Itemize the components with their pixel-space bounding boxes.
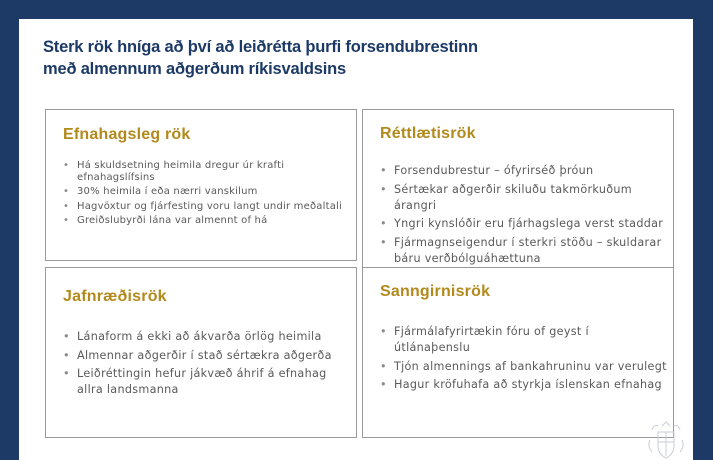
card-heading-justice: Réttlætisrök bbox=[380, 125, 476, 142]
coat-of-arms-icon bbox=[644, 420, 688, 460]
list-item: • Greiðslubyrði lána var almennt of há bbox=[63, 215, 350, 227]
card-heading-economic: Efnahagsleg rök bbox=[63, 126, 191, 143]
list-item: • 30% heimila í eða nærri vanskilum bbox=[63, 186, 350, 198]
title-line-2: með almennum aðgerðum ríkisvaldsins bbox=[43, 60, 346, 78]
list-item: • Sértækar aðgerðir skiluðu takmörkuðum árangri bbox=[380, 182, 667, 214]
title-line-1: Sterk rök hníga að því að leiðrétta þurfi forsendubrestinn bbox=[43, 38, 478, 56]
slide bbox=[19, 19, 693, 460]
list-economic bbox=[63, 160, 350, 230]
list-item: • Leiðréttingin hefur jákvæð áhrif á efnahag allra landsmanna bbox=[63, 366, 350, 398]
list-item: • Há skuldsetning heimila dregur úr krafti efnahagslífsins bbox=[63, 160, 350, 183]
list-justice bbox=[380, 163, 667, 269]
list-equality bbox=[63, 329, 350, 401]
list-fairness bbox=[380, 324, 667, 396]
card-justice bbox=[362, 109, 674, 274]
list-item: • Hagur kröfuhafa að styrkja íslenskan efnahag bbox=[380, 377, 667, 393]
list-item: • Fjármagnseigendur í sterkri stöðu – skuldarar báru verðbólguáhættuna bbox=[380, 235, 667, 267]
list-item: • Yngri kynslóðir eru fjárhagslega verst staddar bbox=[380, 216, 667, 232]
slide-title bbox=[43, 36, 663, 80]
card-heading-fairness: Sanngirnisrök bbox=[380, 283, 491, 300]
list-item: • Hagvöxtur og fjárfesting voru langt undir meðaltali bbox=[63, 201, 350, 213]
list-item: • Fjármálafyrirtækin fóru of geyst í útlánaþenslu bbox=[380, 324, 667, 356]
list-item: • Forsendubrestur – ófyrirséð þróun bbox=[380, 163, 667, 179]
card-fairness bbox=[362, 267, 674, 438]
list-item: • Lánaform á ekki að ákvarða örlög heimila bbox=[63, 329, 350, 345]
card-economic bbox=[45, 109, 357, 261]
list-item: • Tjón almennings af bankahruninu var verulegt bbox=[380, 359, 667, 375]
card-heading-equality: Jafnræðisrök bbox=[63, 288, 167, 305]
card-equality bbox=[45, 267, 357, 438]
list-item: • Almennar aðgerðir í stað sértækra aðgerða bbox=[63, 348, 350, 364]
